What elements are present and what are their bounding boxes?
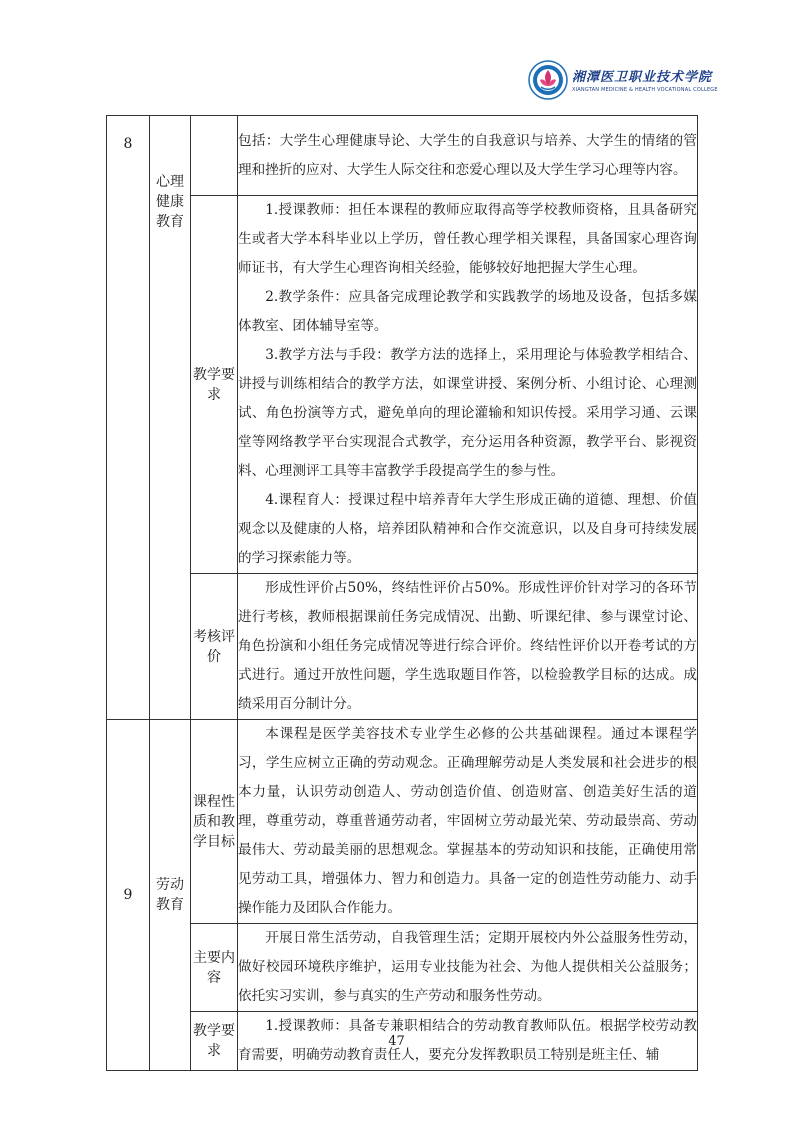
page-number: 47 <box>388 1034 405 1049</box>
category-label: 教学要求 <box>191 1012 238 1071</box>
college-emblem-icon <box>528 60 568 100</box>
category-label: 教学要求 <box>191 196 238 574</box>
paragraph: 4.课程育人：授课过程中培养青年大学生形成正确的道德、理想、价值观念以及健康的人格，培养团队精神和合作交流意识，以及自身可持续发展的学习探索能力等。 <box>238 492 697 566</box>
table-row <box>107 116 698 196</box>
paragraph: 形成性评价占50%，终结性评价占50%。形成性评价针对学习的各环节进行考核，教师根据课前任务完成情况、出勤、听课纪律、参与课堂讨论、角色扮演和小组任务完成情况等进行综合评价。终结性评价以开卷考试的方式进行。通过开放性问题，学生选取题目作答，以检验教学目标的达成。成绩采用百分制计分。 <box>238 580 697 712</box>
paragraph: 1.授课教师：具备专兼职相结合的劳动教育教师队伍。根据学校劳动教育需要，明确劳动教育责任人，要充分发挥教职员工特别是班主任、辅 <box>238 1018 697 1063</box>
table-row <box>107 574 698 720</box>
school-header <box>572 66 732 93</box>
content-cell <box>238 574 698 720</box>
course-table <box>106 115 698 1071</box>
row-number: 9 <box>107 720 150 1071</box>
course-name: 心理健康教育 <box>150 116 191 720</box>
category-label: 考核评价 <box>191 574 238 720</box>
category-label: 主要内容 <box>191 924 238 1012</box>
paragraph: 1.授课教师：担任本课程的教师应取得高等学校教师资格，且具备研究生或者大学本科毕业以上学历，曾任教心理学相关课程，具备国家心理咨询师证书，有大学生心理咨询相关经验，能够较好地把握大学生心理。 <box>238 202 697 276</box>
course-name: 劳动教育 <box>150 720 191 1071</box>
table-row <box>107 924 698 1012</box>
paragraph: 包括：大学生心理健康导论、大学生的自我意识与培养、大学生的情绪的管理和挫折的应对、大学生人际交往和恋爱心理以及大学生学习心理等内容。 <box>238 132 697 178</box>
content-cell <box>238 924 698 1012</box>
paragraph: 本课程是医学美容技术专业学生必修的公共基础课程。通过本课程学习，学生应树立正确的劳动观念。正确理解劳动是人类发展和社会进步的根本力量，认识劳动创造人、劳动创造价值、创造财富、创造美好生活的道理，尊重劳动，尊重普通劳动者，牢固树立劳动最光荣、劳动最崇高、劳动最伟大、劳动最美丽的思想观念。掌握基本的劳动知识和技能，正确使用常见劳动工具，增强体力、智力和创造力。具备一定的创造性劳动能力、动手操作能力及团队合作能力。 <box>238 726 697 916</box>
row-number: 8 <box>107 116 150 720</box>
content-cell <box>238 116 698 196</box>
table-row <box>107 196 698 574</box>
content-cell <box>238 196 698 574</box>
school-name: 湘潭医卫职业技术学院 <box>572 70 713 85</box>
category-label <box>191 116 238 196</box>
table-row <box>107 720 698 924</box>
content-cell <box>238 720 698 924</box>
paragraph: 开展日常生活劳动，自我管理生活；定期开展校内外公益服务性劳动，做好校园环境秩序维护，运用专业技能为社会、为他人提供相关公益服务；依托实习实训，参与真实的生产劳动和服务性劳动。 <box>238 930 697 1004</box>
category-label: 课程性质和教学目标 <box>191 720 238 924</box>
school-name-en: XIANGTAN MEDICINE & HEALTH VOCATIONAL COLLEGE <box>572 87 718 93</box>
paragraph: 3.教学方法与手段：教学方法的选择上，采用理论与体验教学相结合、讲授与训练相结合的教学方法，如课堂讲授、案例分析、小组讨论、心理测试、角色扮演等方式，避免单向的理论灌输和知识传授。采用学习通、云课堂等网络教学平台实现混合式教学，充分运用各种资源，教学平台、影视资料、心理测评工具等丰富教学手段提高学生的参与性。 <box>238 347 697 479</box>
paragraph: 2.教学条件：应具备完成理论教学和实践教学的场地及设备，包括多媒体教室、团体辅导室等。 <box>238 289 697 334</box>
